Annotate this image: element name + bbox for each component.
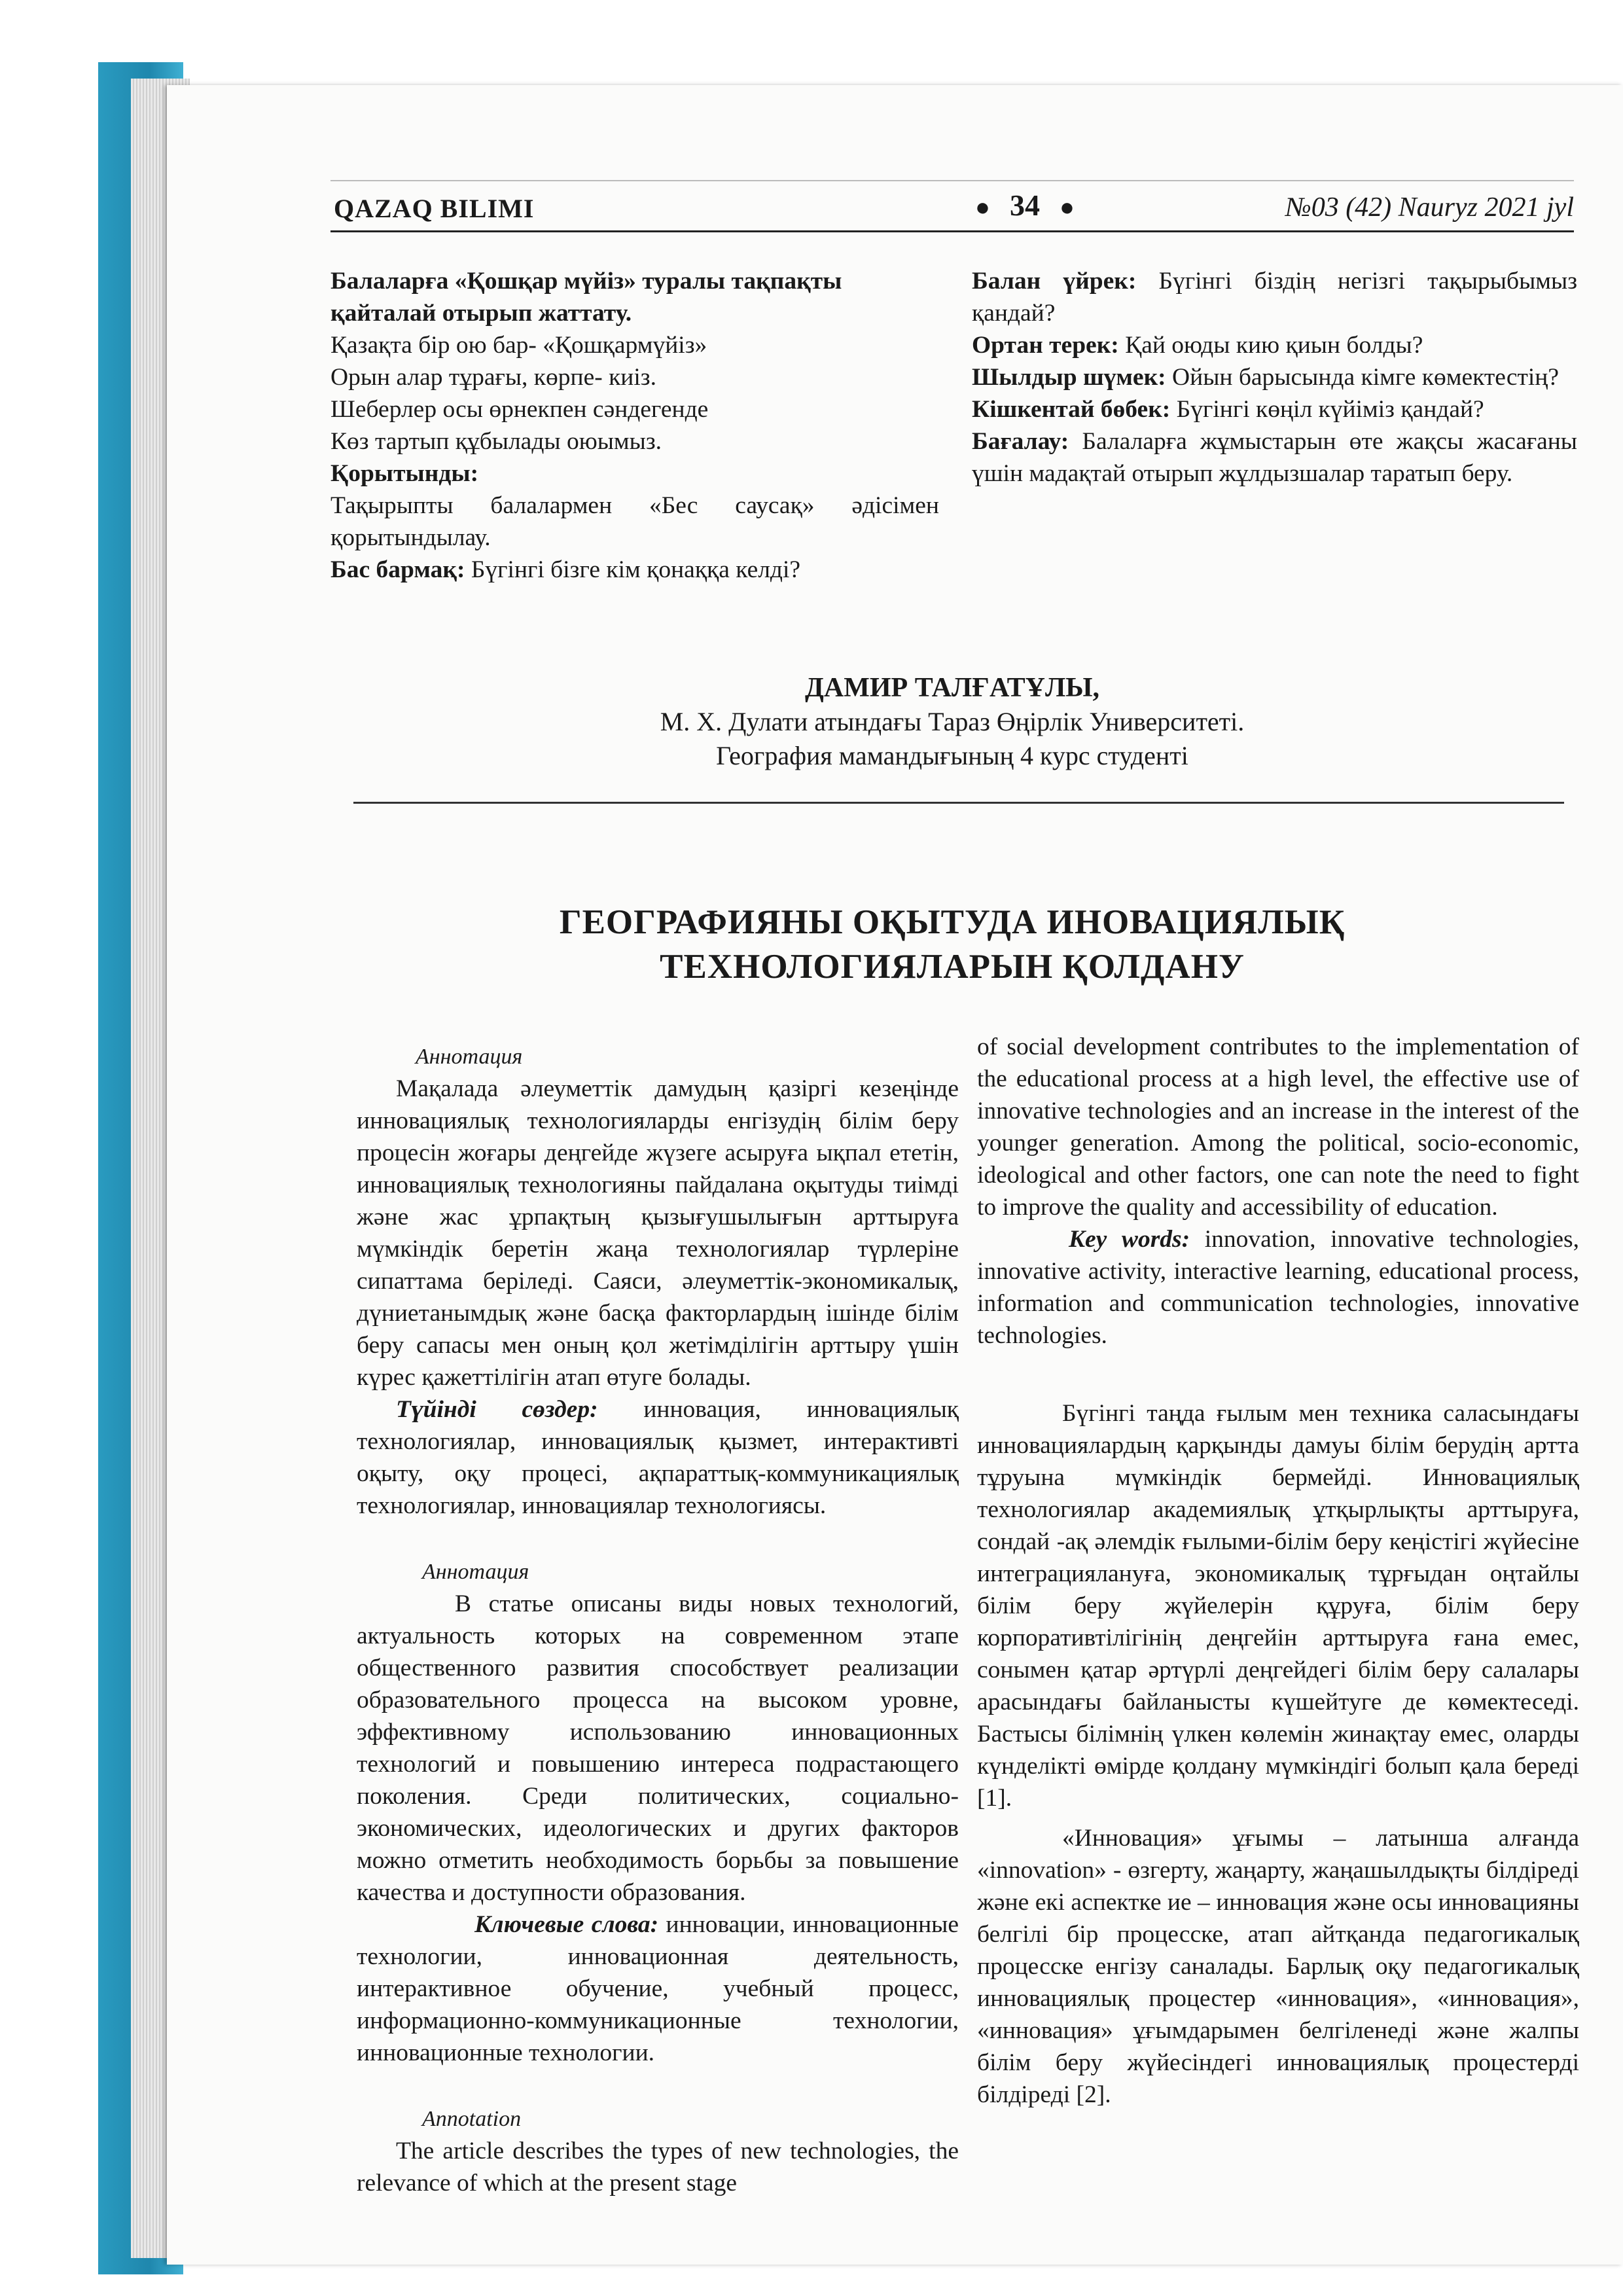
article-left-column xyxy=(357,1041,959,2199)
question-text: Ойын барысында кімге көмектестің? xyxy=(1166,364,1559,391)
question-item xyxy=(972,393,1577,425)
question-text: Бүгінгі біздің негізгі тақырыбымыз қандай? xyxy=(972,268,1578,327)
previous-article-left-column xyxy=(330,265,939,586)
keywords-label: Түйінді сөздер: xyxy=(396,1396,598,1423)
poem-line: Орын алар тұрағы, көрпе- киіз. xyxy=(330,364,656,391)
divider-line xyxy=(353,802,1564,804)
question-item xyxy=(330,554,939,586)
question-text: Қай оюды кию қиын болды? xyxy=(1118,332,1423,359)
bullet-icon: ● xyxy=(1059,194,1075,221)
question-text: Бүгінгі бізге кім қонаққа келді? xyxy=(465,556,801,583)
keywords-label: Ключевые слова: xyxy=(474,1911,659,1938)
question-item xyxy=(972,425,1577,490)
abstract-en-keywords xyxy=(977,1223,1579,1352)
abstract-en-text-cont: of social development contributes to the implementation of the educational process at a high level, the effective use of innovative technologies and an increase in the interest of the younger generation. Among the political, socio-economic, ideological and other factors, one can note the need to fight to improve the quality and accessibility of education. xyxy=(977,1033,1579,1221)
page-number-value: 34 xyxy=(1009,188,1040,222)
section-heading: Балаларға «Қошқар мүйіз» туралы тақпақты қайталай отырып жаттату. xyxy=(330,268,842,327)
question-label: Бағалау: xyxy=(972,428,1069,455)
poem-line: Қазақта бір ою бар- «Қошқармүйіз» xyxy=(330,332,707,359)
abstract-en-heading: Annotation xyxy=(422,2107,522,2131)
summary-label: Қорытынды: xyxy=(330,460,479,487)
abstract-kz-text: Мақалада әлеуметтік дамудың қазіргі кезеңінде инновациялық технологияларды енгізудің білім беру процесін жоғары деңгейде жүзеге асыруға ықпал ететін, инновациялық технологияны пайдалана оқытуды тиімді және жас ұрпақтың қызығушылығын арттыруға мүмкіндік беретін жаңа технологиялар түрлеріне сипаттама беріледі. Саяси, әлеуметтік-экономикалық, дүниетанымдық және басқа факторлардың ішінде білім беру сапасы мен оның қол жетімділігін арттыру үшін күрес қажеттілігін атап өтуге болады. xyxy=(357,1075,959,1391)
journal-title: QAZAQ BILIMI xyxy=(334,194,535,223)
abstract-kz-keywords xyxy=(357,1393,959,1522)
question-item xyxy=(972,329,1577,361)
keywords-label: Key words: xyxy=(1069,1226,1190,1253)
question-label: Кішкентай бөбек: xyxy=(972,396,1171,423)
running-header xyxy=(330,180,1574,232)
abstract-kz-heading: Аннотация xyxy=(416,1045,523,1069)
poem-line: Көз тартып құбылады оюымыз. xyxy=(330,428,662,455)
author-block xyxy=(330,671,1574,773)
issue-label: №03 (42) Nauryz 2021 jyl xyxy=(1285,192,1574,223)
abstract-ru-heading: Аннотация xyxy=(422,1560,529,1584)
previous-article-right-column xyxy=(972,265,1577,490)
body-paragraph: Бүгінгі таңда ғылым мен техника саласындағы инновациялардың қарқынды дамуы білім берудің артта тұруына мүмкіндік бермейді. Инновациялық технологиялар академиялық ұтқырлықты арттыруға, сондай -ақ әлемдік ғылыми-білім беру кеңістігі жүйесіне интеграциялануға, экономикалық тұрғыдан оңтайлы білім беру жүйелерін құруға, білім беру корпоративтілігінің деңгейін арттыруға ғана емес, сонымен қатар әртүрлі деңгейдегі білім беру салалары арасындағы байланысты күшейтуге де көмектеседі. Бастысы білімнің үлкен көлемін жинақтау емес, оларды күнделікті өмірде қолдану мүмкіндігі болып қала береді [1]. xyxy=(977,1400,1579,1812)
author-name: ДАМИР ТАЛҒАТҰЛЫ, xyxy=(805,673,1099,703)
keywords-text: инновации, инновационные технологии, инновационная деятельность, интерактивное обучение, учебный процесс, информационно-коммуникационные технологии, инновационные технологии. xyxy=(357,1911,959,2066)
question-label: Ортан терек: xyxy=(972,332,1119,359)
question-text: Балаларға жұмыстарын өте жақсы жасағаны үшін мадақтай отырып жұлдызшалар таратып беру. xyxy=(972,428,1577,487)
question-label: Балан үйрек: xyxy=(972,268,1137,295)
article-right-column xyxy=(977,1031,1579,2111)
body-paragraph: «Инновация» ұғымы – латынша алғанда «innovation» - өзгерту, жаңарту, жаңашылдықты білдіреді және екі аспектке ие – инновация және осы инновацияны белгілі бір процесске, атап айтқанда педагогикалық процесске енгізу саналады. Барлық оқу педагогикалық инновациялық процестер «инновация», «инновация», «инновация» ұғымдарымен белгіленеді және жалпы білім беру жүйесіндегі инновациялық процестерді білдіреді [2]. xyxy=(977,1825,1579,2108)
author-affiliation: М. Х. Дулати атындағы Тараз Өңірлік Университеті. xyxy=(660,707,1245,736)
author-position: География мамандығының 4 курс студенті xyxy=(716,741,1188,770)
article-title-line: ТЕХНОЛОГИЯЛАРЫН ҚОЛДАНУ xyxy=(660,948,1245,986)
summary-text: Тақырыпты балалармен «Бес саусақ» әдісімен қорытындылау. xyxy=(330,492,939,551)
question-item xyxy=(972,361,1577,393)
question-label: Шылдыр шүмек: xyxy=(972,364,1166,391)
question-label: Бас бармақ: xyxy=(330,556,465,583)
article-title-line: ГЕОГРАФИЯНЫ ОҚЫТУДА ИНОВАЦИЯЛЫҚ xyxy=(559,903,1346,941)
bullet-icon: ● xyxy=(975,194,990,221)
question-item xyxy=(972,265,1577,329)
page-number xyxy=(955,188,1094,223)
question-text: Бүгінгі көңіл күйіміз қандай? xyxy=(1170,396,1484,423)
keywords-text: инновация, инновациялық технологиялар, инновациялық қызмет, интерактивті оқыту, оқу процесі, ақпараттық-коммуникациялық технологиялар, инновациялар технологиясы. xyxy=(357,1396,959,1519)
abstract-ru-text: В статье описаны виды новых технологий, актуальность которых на современном этапе общественного развития способствует реализации образовательного процесса на высоком уровне, эффективному использованию инновационных технологий и повышению интереса подрастающего поколения. Среди политических, социально-экономических, идеологических и других факторов можно отметить необходимость борьбы за повышение качества и доступности образования. xyxy=(357,1590,959,1906)
poem-line: Шеберлер осы өрнекпен сәндегенде xyxy=(330,396,709,423)
abstract-en-text-start: The article describes the types of new technologies, the relevance of which at the present stage xyxy=(357,2138,959,2197)
keywords-text: innovation, innovative technologies, innovative activity, interactive learning, educational process, information and communication technologies, innovative technologies. xyxy=(977,1226,1579,1349)
article-title xyxy=(330,900,1574,989)
abstract-ru-keywords xyxy=(357,1909,959,2069)
